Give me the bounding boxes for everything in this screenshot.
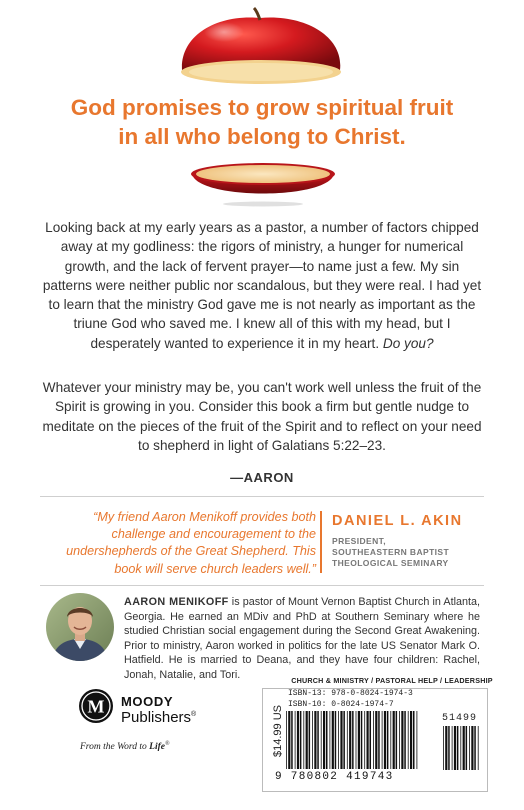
barcode-bar (408, 711, 409, 769)
barcode-bar (474, 726, 476, 770)
barcode-bar (317, 711, 319, 769)
endorser-name: DANIEL L. AKIN (332, 513, 463, 529)
isbn-13: ISBN-13: 978-0-8024-1974-3 (288, 689, 413, 698)
headline-line-1: God promises to grow spiritual fruit (70, 95, 454, 120)
paragraph-1-text: Looking back at my early years as a pastor, a number of factors chipped away at my godliness: the rigors of ministry, a hunger for numerical growth, and the lack of fervent prayer—to name just a few. My sin patterns were neither public nor scandalous, but they were real. I had yet to learn that the ministry God gave me is not nearly as important as the triune God who saved me. I knew all of this with my head, but I desperately wanted to experience it in my heart. (42, 220, 482, 351)
headline-line-2: in all who belong to Christ. (118, 124, 406, 149)
barcode-bar (303, 711, 304, 769)
moody-publishers-logo-icon (78, 688, 114, 724)
isbn-10: ISBN-10: 0-8024-1974-7 (288, 700, 394, 709)
barcode-bar (370, 711, 372, 769)
barcode-bar (445, 726, 447, 770)
barcode-bar (469, 726, 470, 770)
barcode-bar (396, 711, 398, 769)
tagline-trademark: ® (164, 741, 170, 747)
back-cover-paragraph-1 (40, 218, 484, 353)
barcode-bar (454, 726, 456, 770)
tagline-text: From the Word to (80, 742, 150, 753)
price-label (270, 700, 286, 762)
barcode-bar (321, 711, 322, 769)
publisher-name-text: Publishers (121, 709, 192, 726)
author-bio-name: AARON MENIKOFF (124, 596, 229, 608)
barcode-bar (352, 711, 354, 769)
barcode-bar (401, 711, 403, 769)
barcode-bar (343, 711, 345, 769)
barcode-bar (314, 711, 316, 769)
barcode-bar (323, 711, 325, 769)
divider-line (40, 496, 484, 497)
barcode-bar (347, 711, 348, 769)
barcode-bar (378, 711, 380, 769)
tagline-life: Life (149, 742, 165, 753)
barcode-bar (330, 711, 331, 769)
barcode-bar (375, 711, 377, 769)
author-bio-text: is pastor of Mount Vernon Baptist Church in Atlanta, Georgia. He earned an MDiv and PhD at Southern Seminary where he studied Christian social engagement during the Second Great Awakening. Prior to ministry, Aaron worked in politics for the late US Senator Mark O. Hatfield. He is married to Deana, and they have four children: Rachel, Jonah, Natalie, and Tori. (124, 596, 480, 681)
barcode-bar (300, 711, 302, 769)
barcode-bar (471, 726, 473, 770)
barcode-bar (404, 711, 406, 769)
barcode-bar (349, 711, 351, 769)
barcode-bar (306, 711, 308, 769)
barcode-bar (410, 711, 412, 769)
endorser-title-line-2: SOUTHEASTERN BAPTIST (332, 547, 450, 557)
barcode-bar (399, 711, 400, 769)
publisher-name-line-1: MOODY (121, 694, 174, 709)
barcode-bar (460, 726, 461, 770)
barcode-bar (478, 726, 479, 770)
paragraph-1-question: Do you? (382, 335, 434, 351)
barcode-bar (443, 726, 444, 770)
barcode-bar (413, 711, 415, 769)
barcode-bar (338, 711, 339, 769)
barcode-bar (312, 711, 313, 769)
barcode-bar (364, 711, 365, 769)
barcode-bar (457, 726, 459, 770)
author-bio (124, 595, 480, 683)
barcode-bar (373, 711, 374, 769)
back-cover-paragraph-2: Whatever your ministry may be, you can't work well unless the fruit of the Spirit is growing in you. Consider this book a firm but gentle nudge to meditate on the pieces of the fruit of the Spirit and to reflect on your need to shepherd in light of Galatians 5:22–23. (42, 380, 482, 453)
barcode-bar (288, 711, 290, 769)
barcode-bar (384, 711, 386, 769)
barcode-bar (291, 711, 293, 769)
barcode-bar (452, 726, 453, 770)
apple-bottom-half-image (188, 162, 338, 207)
apple-top-half-image (176, 6, 346, 100)
logo-letter: M (87, 696, 105, 717)
barcode-bar (463, 726, 465, 770)
barcode-bar (340, 711, 342, 769)
barcode-ean-digits: 9 780802 419743 (275, 771, 394, 783)
barcode-bar (390, 711, 391, 769)
price-text: $14.99 US (272, 705, 284, 757)
barcode-bar (466, 726, 468, 770)
divider-line (40, 585, 484, 586)
barcode-bar (358, 711, 360, 769)
barcode-bar (326, 711, 328, 769)
barcode-bar (356, 711, 357, 769)
barcode-bar (332, 711, 334, 769)
barcode-bar (417, 711, 418, 769)
book-category: CHURCH & MINISTRY / PASTORAL HELP / LEADERSHIP (291, 676, 493, 685)
barcode-bar (448, 726, 450, 770)
barcode-bar (309, 711, 311, 769)
barcode-bar (367, 711, 369, 769)
barcode-bar (295, 711, 296, 769)
barcode-addon-icon (442, 726, 482, 770)
barcode-bar (387, 711, 389, 769)
barcode-addon-number: 51499 (442, 713, 478, 724)
barcode-bar (335, 711, 337, 769)
author-photo (46, 593, 114, 661)
barcode-main-icon (285, 711, 420, 769)
publisher-trademark: ® (191, 711, 197, 718)
barcode-bar (382, 711, 383, 769)
barcode-bar (286, 711, 287, 769)
endorser-title (332, 536, 449, 569)
publisher-name-line-2 (121, 709, 196, 726)
barcode-bar (297, 711, 299, 769)
endorser-title-line-1: PRESIDENT, (332, 536, 387, 546)
endorsement-divider (320, 511, 322, 573)
endorser-title-line-3: THEOLOGICAL SEMINARY (332, 558, 449, 568)
publisher-tagline (80, 741, 170, 752)
endorsement-quote: “My friend Aaron Menikoff provides both challenge and encouragement to the undershepherds of the Great Shepherd. This book will serve church leaders well.” (66, 510, 316, 576)
barcode-bar (393, 711, 395, 769)
barcode-bar (361, 711, 363, 769)
headline (0, 93, 524, 151)
author-signature: —AARON (230, 470, 294, 485)
